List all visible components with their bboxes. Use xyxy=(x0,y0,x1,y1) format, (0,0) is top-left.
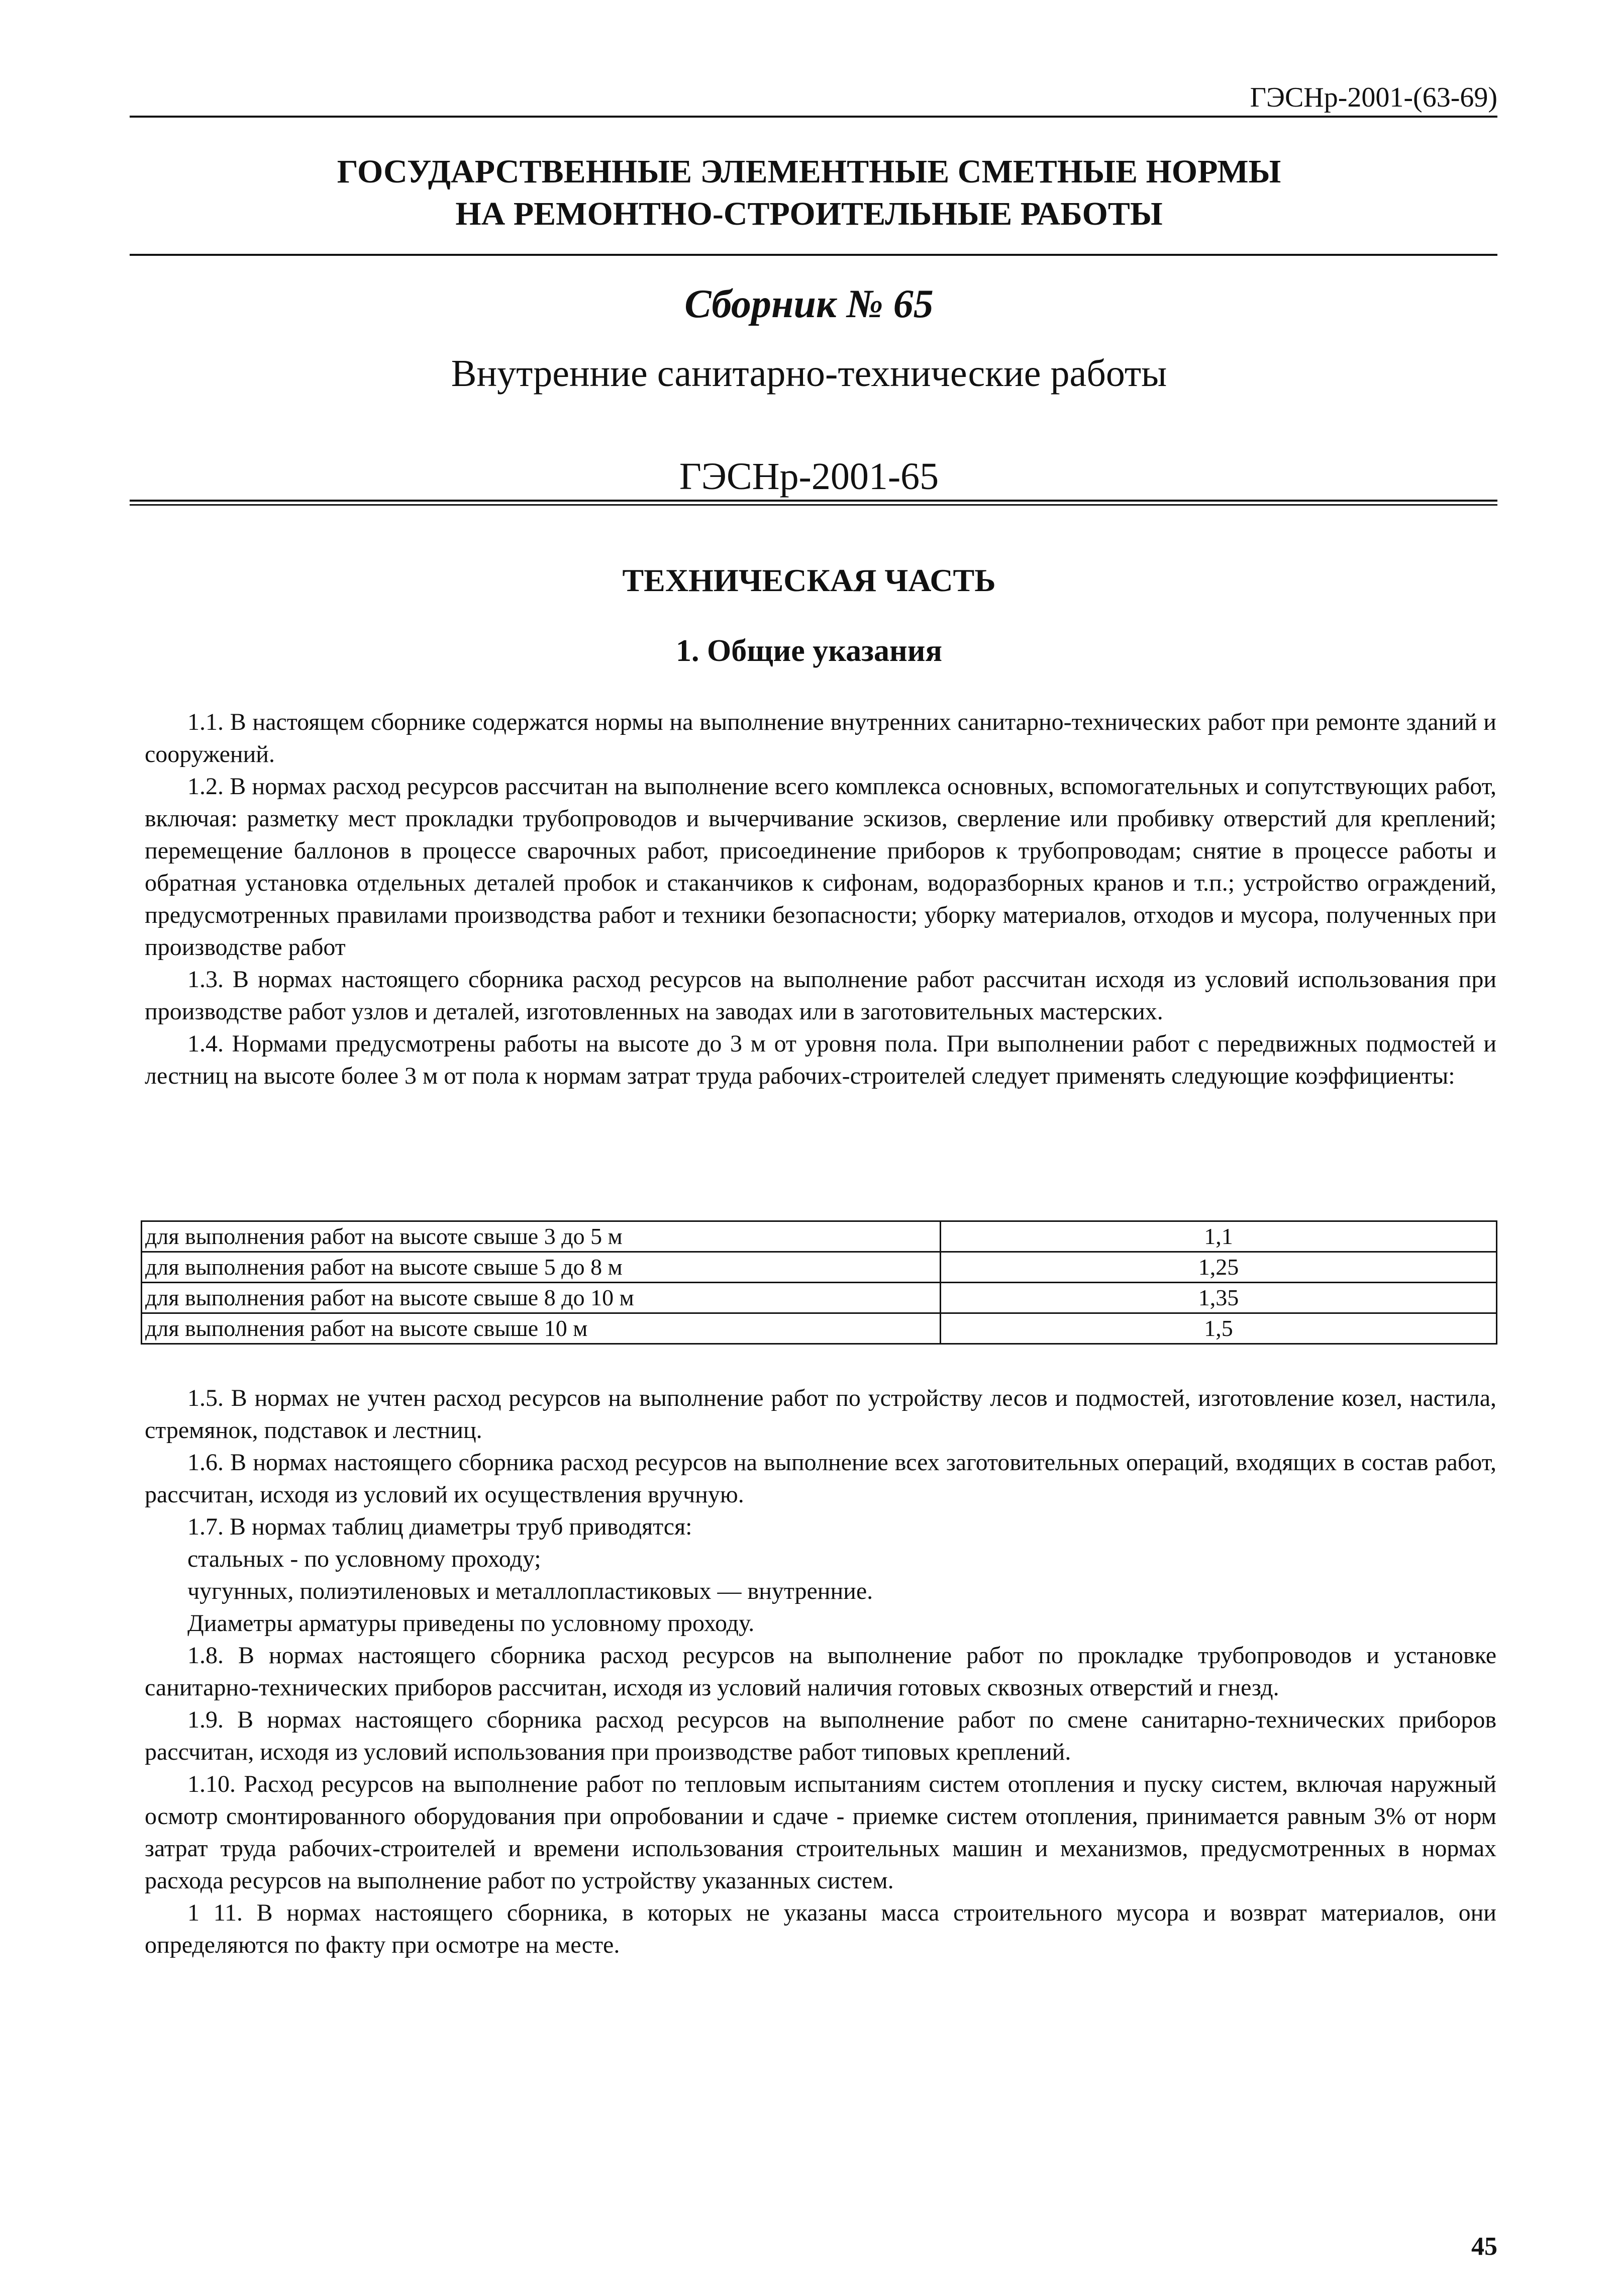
height-coefficients-table xyxy=(141,1220,1497,1345)
document-title-line-1: ГОСУДАРСТВЕННЫЕ ЭЛЕМЕНТНЫЕ СМЕТНЫЕ НОРМЫ xyxy=(337,153,1281,190)
technical-part-heading: ТЕХНИЧЕСКАЯ ЧАСТЬ xyxy=(622,562,996,598)
paragraph-1-5: 1.5. В нормах не учтен расход ресурсов на выполнение работ по устройству лесов и подмостей, изготовление козел, настила, стремянок, подставок и лестниц. xyxy=(145,1385,1496,1444)
collection-code: ГЭСНр-2001-65 xyxy=(679,455,939,498)
table-cell-condition: для выполнения работ на высоте свыше 5 до 8 м xyxy=(142,1252,941,1283)
paragraph-1-10: 1.10. Расход ресурсов на выполнение работ по тепловым испытаниям систем отопления и пуску систем, включая наружный осмотр смонтированного оборудования при опробовании и сдаче - приемке систем отопления, принимается равным 3% от норм затрат труда рабочих-строителей и времени использования строительных машин и механизмов, предусмотренных в нормах расхода ресурсов на выполнение работ по устройству указанных систем. xyxy=(145,1771,1496,1894)
table-cell-coefficient: 1,5 xyxy=(941,1313,1497,1344)
page-number: 45 xyxy=(1471,2232,1497,2261)
paragraph-1-8: 1.8. В нормах настоящего сборника расход ресурсов на выполнение работ по прокладке трубопроводов и установке санитарно-технических приборов рассчитан, исходя из условий наличия готовых сквозных отверстий и гнезд. xyxy=(145,1642,1496,1701)
table-cell-condition: для выполнения работ на высоте свыше 8 до 10 м xyxy=(142,1283,941,1313)
table-row xyxy=(142,1283,1497,1313)
document-title-line-2: НА РЕМОНТНО-СТРОИТЕЛЬНЫЕ РАБОТЫ xyxy=(455,196,1163,232)
paragraph-1-7: 1.7. В нормах таблиц диаметры труб приводятся: xyxy=(187,1513,692,1540)
table-cell-coefficient: 1,25 xyxy=(941,1252,1497,1283)
code-rule xyxy=(130,500,1497,502)
table-cell-coefficient: 1,35 xyxy=(941,1283,1497,1313)
paragraph-1-6: 1.6. В нормах настоящего сборника расход ресурсов на выполнение всех заготовительных операций, входящих в состав работ, рассчитан, исходя из условий их осуществления вручную. xyxy=(145,1449,1496,1508)
paragraphs-top xyxy=(145,706,1496,1092)
table-row xyxy=(142,1313,1497,1344)
title-rule xyxy=(130,254,1497,256)
table-cell-coefficient: 1,1 xyxy=(941,1221,1497,1252)
paragraph-1-7-castiron: чугунных, полиэтиленовых и металлопластиковых — внутренние. xyxy=(187,1578,873,1604)
paragraph-1-11: 1 11. В нормах настоящего сборника, в которых не указаны масса строительного мусора и возврат материалов, они определяются по факту при осмотре на месте. xyxy=(145,1899,1496,1958)
paragraph-1-2: 1.2. В нормах расход ресурсов рассчитан на выполнение всего комплекса основных, вспомогательных и сопутствующих работ, включая: разметку мест прокладки трубопроводов и вычерчивание эскизов, сверление или пробивку отверстий для креплений; перемещение баллонов в процессе сварочных работ, присоединение приборов к трубопроводам; снятие в процессе работы и обратная установка отдельных деталей пробок и стаканчиков к сифонам, водоразборных кранов и т.п.; устройство ограждений, предусмотренных правилами производства работ и техники безопасности; уборку материалов, отходов и мусора, полученных при производстве работ xyxy=(145,773,1496,961)
document-title xyxy=(100,151,1518,235)
paragraphs-bottom xyxy=(145,1382,1496,1961)
table-cell-condition: для выполнения работ на высоте свыше 3 до 5 м xyxy=(142,1221,941,1252)
collection-number: Сборник № 65 xyxy=(684,282,934,326)
paragraph-1-7-fittings: Диаметры арматуры приведены по условному проходу. xyxy=(187,1610,755,1637)
paragraph-1-1: 1.1. В настоящем сборнике содержатся нормы на выполнение внутренних санитарно-технических работ при ремонте зданий и сооружений. xyxy=(145,709,1496,768)
paragraph-1-3: 1.3. В нормах настоящего сборника расход ресурсов на выполнение работ рассчитан исходя из условий использования при производстве работ узлов и деталей, изготовленных на заводах или в заготовительных мастерских. xyxy=(145,966,1496,1025)
paragraph-1-9: 1.9. В нормах настоящего сборника расход ресурсов на выполнение работ по смене санитарно-технических приборов рассчитан, исходя из условий использования при производстве работ типовых креплений. xyxy=(145,1706,1496,1765)
header-rule xyxy=(130,116,1497,118)
code-rule-secondary xyxy=(130,504,1497,506)
collection-subtitle: Внутренние санитарно-технические работы xyxy=(451,352,1167,395)
paragraph-1-4: 1.4. Нормами предусмотрены работы на высоте до 3 м от уровня пола. При выполнении работ с передвижных подмостей и лестниц на высоте более 3 м от пола к нормам затрат труда рабочих-строителей следует применять следующие коэффициенты: xyxy=(145,1030,1496,1089)
table-row xyxy=(142,1221,1497,1252)
section-heading: 1. Общие указания xyxy=(676,634,942,668)
document-code-header: ГЭСНр-2001-(63-69) xyxy=(1250,82,1497,113)
table-row xyxy=(142,1252,1497,1283)
table-cell-condition: для выполнения работ на высоте свыше 10 м xyxy=(142,1313,941,1344)
paragraph-1-7-steel: стальных - по условному проходу; xyxy=(187,1546,541,1572)
